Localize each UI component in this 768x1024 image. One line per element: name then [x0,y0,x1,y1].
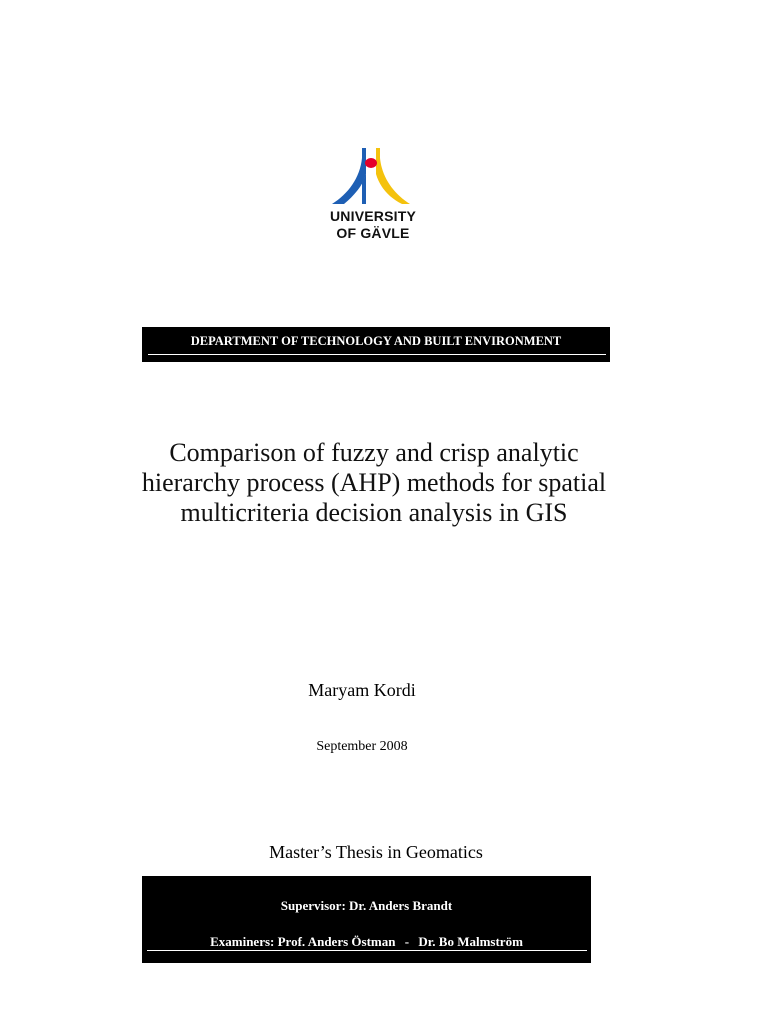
supervisor-line: Supervisor: Dr. Anders Brandt [280,898,453,913]
department-banner [142,327,610,362]
department-name: DEPARTMENT OF TECHNOLOGY AND BUILT ENVIRONMENT [190,334,562,348]
university-emblem-icon [318,144,428,206]
supervisor-rule [147,950,587,951]
logo-yellow-sweep [376,148,410,204]
department-rule [148,354,606,355]
examiners-line [142,934,591,950]
title-line: hierarchy process (AHP) methods for spatial [141,468,607,497]
examiners-separator: - [404,934,410,949]
logo-text-line1: UNIVERSITY [329,208,416,224]
thesis-title [100,438,648,528]
logo-text-line2: OF GÄVLE [336,225,410,241]
title-line: multicriteria decision analysis in GIS [180,498,568,527]
supervisor-box [142,876,591,963]
university-logo [318,144,428,244]
examiners-first: Examiners: Prof. Anders Östman [210,934,396,949]
examiners-second: Dr. Bo Malmström [418,934,523,949]
thesis-type: Master’s Thesis in Geomatics [269,842,483,862]
logo-blue-sweep [332,148,366,204]
title-line: Comparison of fuzzy and crisp analytic [169,438,579,467]
author-name: Maryam Kordi [308,680,416,700]
logo-red-dot [365,158,377,168]
publication-date: September 2008 [316,739,408,754]
